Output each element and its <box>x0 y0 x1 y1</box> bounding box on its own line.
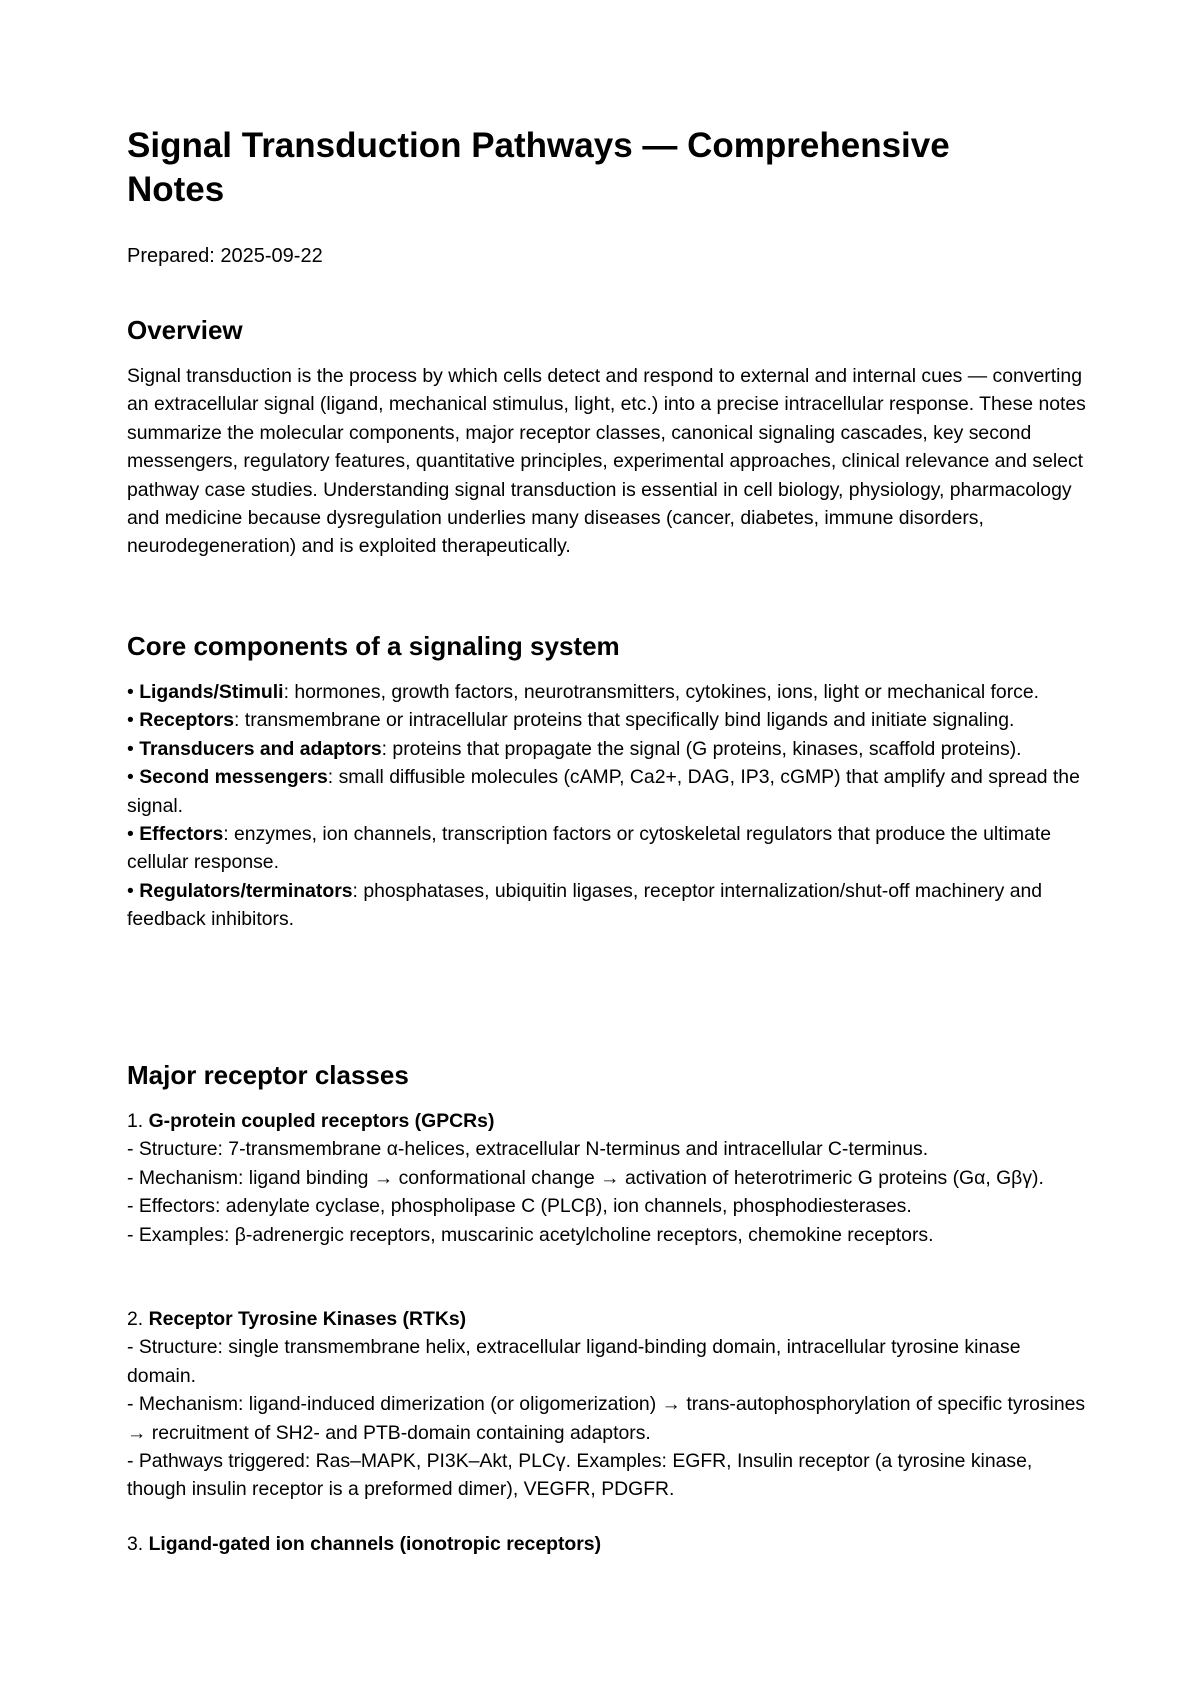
item-title: Ligand-gated ion channels (ionotropic receptors) <box>148 1533 602 1555</box>
rtk-line: - Structure: single transmembrane helix, extracellular ligand-binding domain, intracellular tyrosine kinase domain. <box>127 1336 1021 1387</box>
lgic-section <box>127 1530 1087 1558</box>
item-desc: : proteins that propagate the signal (G proteins, kinases, scaffold proteins). <box>381 737 1022 760</box>
item-term: Second messengers <box>139 766 328 789</box>
list-item: • Receptors: transmembrane or intracellular proteins that specifically bind ligands and initiate signaling. <box>127 709 1015 732</box>
core-components-list <box>127 678 1087 934</box>
list-item: • Regulators/terminators: phosphatases, ubiquitin ligases, receptor internalization/shut-off machinery and feedback inhibitors. <box>127 879 1043 931</box>
item-term: Transducers and adaptors <box>139 737 382 760</box>
core-components-heading: Core components of a signaling system <box>127 631 620 661</box>
receptor-classes-heading: Major receptor classes <box>127 1060 409 1090</box>
item-title: G-protein coupled receptors (GPCRs) <box>148 1110 495 1132</box>
gpcr-line: - Mechanism: ligand binding → conformational change → activation of heterotrimeric G proteins (Gα, Gβγ). <box>127 1166 1044 1189</box>
gpcr-line: - Structure: 7-transmembrane α-helices, extracellular N-terminus and intracellular C-terminus. <box>127 1138 929 1161</box>
rtk-line: - Mechanism: ligand-induced dimerization (or oligomerization) → trans-autophosphorylation of specific tyrosines → recruitment of SH2- and PTB-domain containing adaptors. <box>127 1393 1086 1444</box>
item-desc: : enzymes, ion channels, transcription factors or cytoskeletal regulators that produce the ultimate cellular response. <box>127 823 1051 874</box>
rtk-title <box>127 1305 1087 1333</box>
item-term: Regulators/terminators <box>139 879 353 902</box>
item-term: Receptors <box>139 709 235 732</box>
overview-section <box>127 362 1087 561</box>
rtk-line: - Pathways triggered: Ras–MAPK, PI3K–Akt, PLCγ. Examples: EGFR, Insulin receptor (a tyrosine kinase, though insulin receptor is a preformed dimer), VEGFR, PDGFR. <box>127 1450 1033 1501</box>
gpcr-line: - Examples: β-adrenergic receptors, muscarinic acetylcholine receptors, chemokine receptors. <box>127 1223 934 1246</box>
item-number: 2. <box>127 1308 149 1330</box>
item-number: 1. <box>127 1110 149 1132</box>
lgic-title <box>127 1530 1087 1558</box>
item-term: Effectors <box>139 823 224 846</box>
gpcr-section <box>127 1107 1087 1249</box>
list-item: • Second messengers: small diffusible molecules (cAMP, Ca2+, DAG, IP3, cGMP) that amplify and spread the signal. <box>127 766 1080 817</box>
gpcr-line: - Effectors: adenylate cyclase, phospholipase C (PLCβ), ion channels, phosphodiesterases. <box>127 1195 912 1218</box>
item-number: 3. <box>127 1533 149 1555</box>
item-term: Ligands/Stimuli <box>139 681 284 703</box>
item-title: Receptor Tyrosine Kinases (RTKs) <box>148 1308 467 1330</box>
page-title: Signal Transduction Pathways — Comprehensive Notes <box>127 126 950 209</box>
prepared-date: Prepared: 2025-09-22 <box>127 245 323 267</box>
list-item: • Transducers and adaptors: proteins that propagate the signal (G proteins, kinases, scaffold proteins). <box>127 737 1022 760</box>
item-desc: : transmembrane or intracellular proteins that specifically bind ligands and initiate signaling. <box>234 709 1015 732</box>
overview-paragraph: Signal transduction is the process by which cells detect and respond to external and internal cues — converting an extracellular signal (ligand, mechanical stimulus, light, etc.) into a precise intracellular response. These notes summarize the molecular components, major receptor classes, canonical signaling cascades, key second messengers, regulatory features, quantitative principles, experimental approaches, clinical relevance and select pathway case studies. Understanding signal transduction is essential in cell biology, physiology, pharmacology and medicine because dysregulation underlies many diseases (cancer, diabetes, immune disorders, neurodegeneration) and is exploited therapeutically. <box>127 365 1086 558</box>
list-item: • Ligands/Stimuli: hormones, growth factors, neurotransmitters, cytokines, ions, light or mechanical force. <box>127 681 1040 703</box>
item-desc: : hormones, growth factors, neurotransmitters, cytokines, ions, light or mechanical force. <box>283 681 1040 703</box>
item-desc: : small diffusible molecules (cAMP, Ca2+, DAG, IP3, cGMP) that amplify and spread the signal. <box>127 766 1080 817</box>
item-desc: : phosphatases, ubiquitin ligases, receptor internalization/shut-off machinery and feedback inhibitors. <box>127 879 1043 931</box>
rtk-section <box>127 1305 1087 1504</box>
gpcr-title <box>127 1107 1087 1135</box>
overview-heading: Overview <box>127 315 243 345</box>
list-item: • Effectors: enzymes, ion channels, transcription factors or cytoskeletal regulators that produce the ultimate cellular response. <box>127 823 1051 874</box>
